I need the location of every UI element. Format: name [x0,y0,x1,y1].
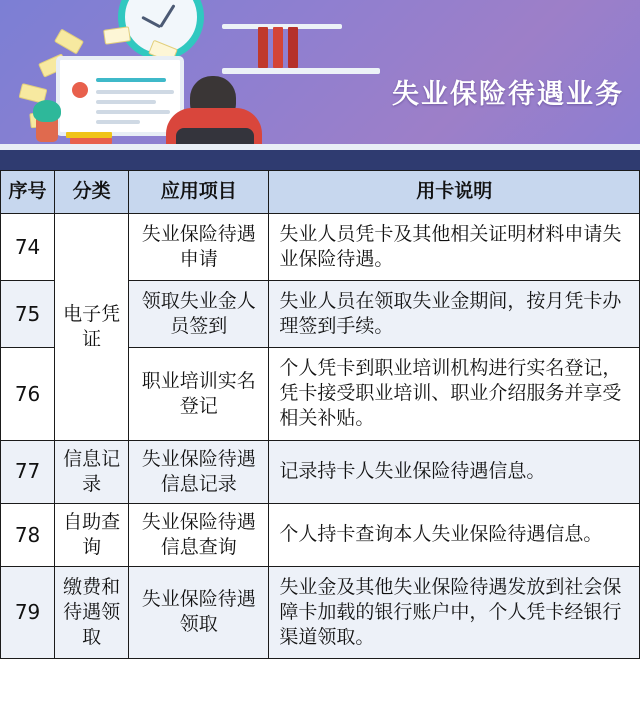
cell-category: 自助查询 [55,503,129,566]
cell-desc: 个人持卡查询本人失业保险待遇信息。 [269,503,640,566]
cell-category: 电子凭证 [55,214,129,441]
card-usage-table [0,170,640,659]
cell-item: 失业保险待遇申请 [129,214,269,281]
cell-item: 失业保险待遇信息查询 [129,503,269,566]
monitor-line [96,120,140,124]
cell-item: 失业保险待遇领取 [129,566,269,658]
cell-item: 领取失业金人员签到 [129,281,269,348]
cell-item: 职业培训实名登记 [129,348,269,440]
monitor-line [96,110,170,114]
monitor-line [96,100,156,104]
cell-no: 77 [1,440,55,503]
table-row [1,566,640,658]
header-banner [0,0,640,170]
cell-item: 失业保险待遇信息记录 [129,440,269,503]
shelf-lower [222,68,380,74]
table-row [1,503,640,566]
cell-no: 79 [1,566,55,658]
column-header-category: 分类 [55,171,129,214]
cell-category: 缴费和待遇领取 [55,566,129,658]
monitor-line [96,90,174,94]
cell-desc: 记录持卡人失业保险待遇信息。 [269,440,640,503]
column-header-item: 应用项目 [129,171,269,214]
cell-no: 75 [1,281,55,348]
cell-desc: 失业人员凭卡及其他相关证明材料申请失业保险待遇。 [269,214,640,281]
page-title: 失业保险待遇业务 [392,79,624,110]
cell-no: 76 [1,348,55,440]
cell-desc: 失业金及其他失业保险待遇发放到社会保障卡加载的银行账户中，个人凭卡经银行渠道领取。 [269,566,640,658]
books-icon [258,27,298,68]
monitor-icon [56,56,184,136]
monitor-line [96,78,166,82]
cell-no: 78 [1,503,55,566]
banknote-icon [54,29,84,55]
column-header-no: 序号 [1,171,55,214]
cell-desc: 失业人员在领取失业金期间，按月凭卡办理签到手续。 [269,281,640,348]
monitor-avatar-dot [72,82,88,98]
cell-desc: 个人凭卡到职业培训机构进行实名登记，凭卡接受职业培训、职业介绍服务并享受相关补贴。 [269,348,640,440]
cell-category: 信息记录 [55,440,129,503]
desk-front [0,150,640,170]
column-header-desc: 用卡说明 [269,171,640,214]
table-row [1,440,640,503]
table-row [1,214,640,281]
cell-no: 74 [1,214,55,281]
plant-icon [36,118,58,142]
table-header-row [1,171,640,214]
